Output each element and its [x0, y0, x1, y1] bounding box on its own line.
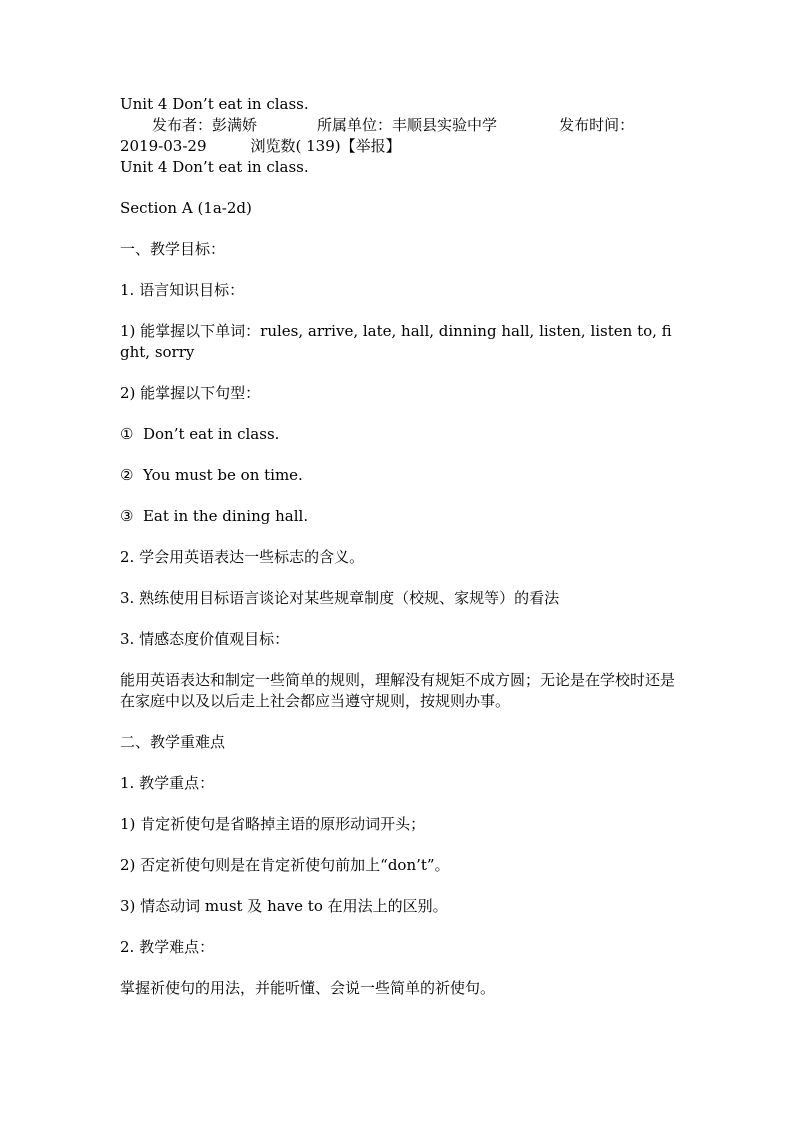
- key-point-3: 3) 情态动词 must 及 have to 在用法上的区别。: [120, 897, 448, 915]
- objective-3: 3. 熟练使用目标语言谈论对某些规章制度（校规、家规等）的看法: [120, 589, 560, 607]
- meta-row-date: [120, 136, 680, 157]
- key-heading: 二、教学重难点: [120, 733, 226, 751]
- vocab-item: 1) 能掌握以下单词：rules, arrive, late, hall, dinning hall, listen, listen to, fight, sorry: [120, 322, 672, 361]
- emotion-text: 能用英语表达和制定一些简单的规则，理解没有规矩不成方圆；无论是在学校时还是在家庭中以及以后走上社会都应当遵守规则，按规则办事。: [120, 671, 676, 710]
- publisher-label: 发布者：: [152, 116, 213, 134]
- sentence-heading: 2) 能掌握以下句型：: [120, 384, 261, 402]
- content-title: Unit 4 Don’t eat in class.: [120, 158, 309, 176]
- report-link[interactable]: 【举报】: [340, 137, 401, 155]
- key-point-1: 1) 肯定祈使句是省略掉主语的原形动词开头；: [120, 815, 426, 833]
- unit-name: 丰顺县实验中学: [392, 116, 498, 134]
- views-count: 139): [301, 137, 341, 155]
- sentence-item-2: ② You must be on time.: [120, 466, 303, 484]
- sentence-item-3: ③ Eat in the dining hall.: [120, 507, 309, 525]
- publisher-name: 彭满娇: [212, 116, 258, 134]
- objective-2: 2. 学会用英语表达一些标志的含义。: [120, 548, 365, 566]
- unit-label: 所属单位：: [317, 116, 393, 134]
- document-title: Unit 4 Don’t eat in class.: [120, 95, 309, 113]
- objectives-heading: 一、教学目标：: [120, 240, 226, 258]
- key-points-heading: 1. 教学重点：: [120, 774, 215, 792]
- difficulty-text: 掌握祈使句的用法，并能听懂、会说一些简单的祈使句。: [120, 979, 496, 997]
- knowledge-heading: 1. 语言知识目标：: [120, 281, 245, 299]
- publish-date: 2019-03-29: [120, 137, 207, 155]
- time-label: 发布时间：: [559, 116, 635, 134]
- meta-row-publisher: [120, 115, 680, 136]
- section-label: Section A (1a-2d): [120, 199, 252, 217]
- sentence-item-1: ① Don’t eat in class.: [120, 425, 280, 443]
- difficulty-heading: 2. 教学难点：: [120, 938, 215, 956]
- emotion-heading: 3. 情感态度价值观目标：: [120, 630, 290, 648]
- views-label: 浏览数(: [250, 137, 302, 155]
- key-point-2: 2) 否定祈使句则是在肯定祈使句前加上“don’t”。: [120, 856, 450, 874]
- document-page: [120, 94, 680, 999]
